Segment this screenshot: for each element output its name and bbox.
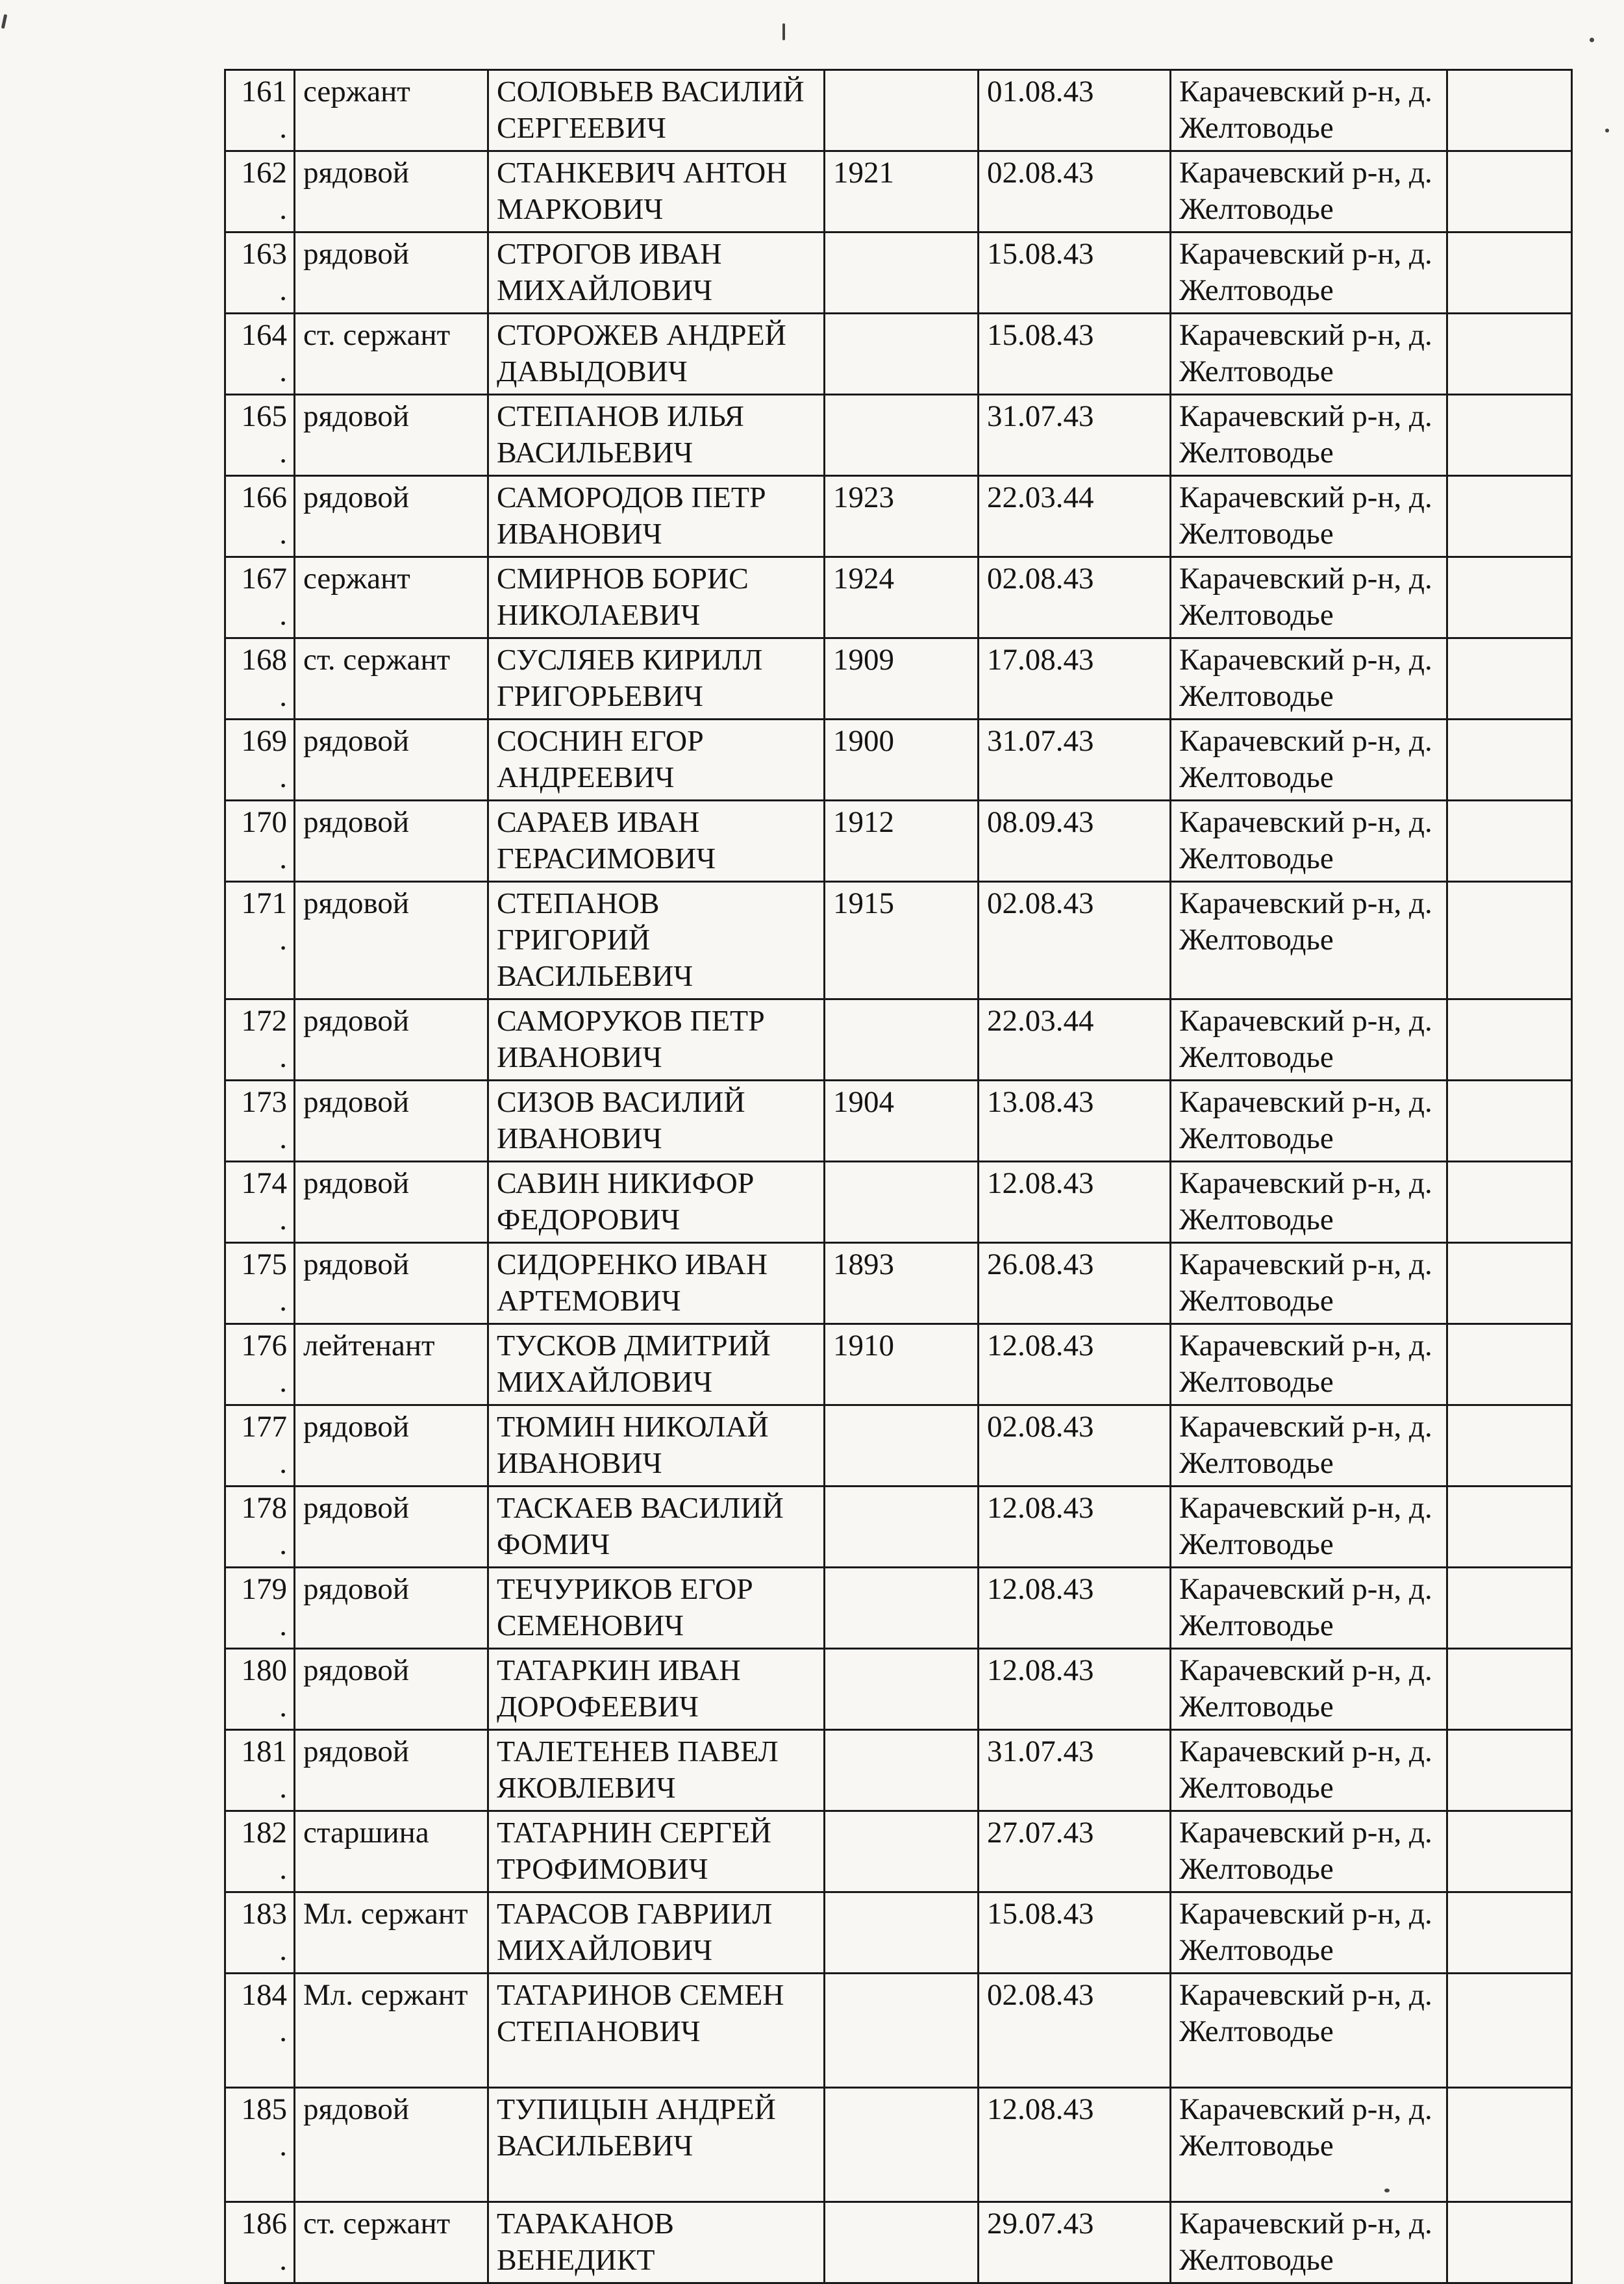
- note-cell: [1447, 720, 1572, 801]
- birth-year: [825, 999, 979, 1081]
- burial-place: Карачевский р-н, д. Желтоводье: [1171, 395, 1447, 476]
- full-name: СУСЛЯЕВ КИРИЛЛ ГРИГОРЬЕВИЧ: [488, 638, 825, 720]
- table-row: [225, 1974, 1572, 2088]
- burial-place: Карачевский р-н, д. Желтоводье: [1171, 1162, 1447, 1243]
- birth-year: 1912: [825, 801, 979, 882]
- table-row: [225, 395, 1572, 476]
- military-rank: лейтенант: [295, 1324, 488, 1405]
- note-cell: [1447, 1649, 1572, 1730]
- note-cell: [1447, 151, 1572, 232]
- full-name: САРАЕВ ИВАН ГЕРАСИМОВИЧ: [488, 801, 825, 882]
- death-date: 15.08.43: [979, 314, 1171, 395]
- burial-place: Карачевский р-н, д. Желтоводье: [1171, 1568, 1447, 1649]
- note-cell: [1447, 1405, 1572, 1487]
- table-row: [225, 1324, 1572, 1405]
- death-date: 15.08.43: [979, 1892, 1171, 1974]
- table-row: [225, 882, 1572, 999]
- military-rank: Мл. сержант: [295, 1974, 488, 2088]
- birth-year: [825, 1405, 979, 1487]
- note-cell: [1447, 1730, 1572, 1811]
- death-date: 12.08.43: [979, 2088, 1171, 2202]
- birth-year: [825, 70, 979, 151]
- death-date: 31.07.43: [979, 395, 1171, 476]
- note-cell: [1447, 476, 1572, 557]
- note-cell: [1447, 395, 1572, 476]
- burial-place: Карачевский р-н, д. Желтоводье: [1171, 1811, 1447, 1892]
- death-date: 26.08.43: [979, 1243, 1171, 1324]
- burial-place: Карачевский р-н, д. Желтоводье: [1171, 232, 1447, 314]
- military-rank: ст. сержант: [295, 2202, 488, 2283]
- full-name: ТУПИЦЫН АНДРЕЙ ВАСИЛЬЕВИЧ: [488, 2088, 825, 2202]
- note-cell: [1447, 1162, 1572, 1243]
- death-date: 22.03.44: [979, 476, 1171, 557]
- full-name: ТАТАРКИН ИВАН ДОРОФЕЕВИЧ: [488, 1649, 825, 1730]
- scan-speck: [1605, 129, 1609, 132]
- military-rank: рядовой: [295, 1162, 488, 1243]
- military-rank: рядовой: [295, 999, 488, 1081]
- military-rank: рядовой: [295, 1487, 488, 1568]
- burial-place: Карачевский р-н, д. Желтоводье: [1171, 1243, 1447, 1324]
- row-number: 179.: [225, 1568, 295, 1649]
- birth-year: 1909: [825, 638, 979, 720]
- table-row: [225, 801, 1572, 882]
- birth-year: [825, 1811, 979, 1892]
- full-name: ТЕЧУРИКОВ ЕГОР СЕМЕНОВИЧ: [488, 1568, 825, 1649]
- full-name: ТАРАКАНОВ ВЕНЕДИКТ: [488, 2202, 825, 2283]
- table-row: [225, 557, 1572, 638]
- full-name: САМОРОДОВ ПЕТР ИВАНОВИЧ: [488, 476, 825, 557]
- note-cell: [1447, 70, 1572, 151]
- row-number: 177.: [225, 1405, 295, 1487]
- military-rank: старшина: [295, 1811, 488, 1892]
- row-number: 173.: [225, 1081, 295, 1162]
- note-cell: [1447, 1243, 1572, 1324]
- burial-place: Карачевский р-н, д. Желтоводье: [1171, 801, 1447, 882]
- military-rank: рядовой: [295, 1405, 488, 1487]
- death-date: 12.08.43: [979, 1324, 1171, 1405]
- death-date: 31.07.43: [979, 720, 1171, 801]
- table-row: [225, 1811, 1572, 1892]
- table-row: [225, 1405, 1572, 1487]
- burial-place: Карачевский р-н, д. Желтоводье: [1171, 720, 1447, 801]
- burial-place: Карачевский р-н, д. Желтоводье: [1171, 314, 1447, 395]
- burial-place: Карачевский р-н, д. Желтоводье: [1171, 999, 1447, 1081]
- birth-year: [825, 2202, 979, 2283]
- full-name: ТАЛЕТЕНЕВ ПАВЕЛ ЯКОВЛЕВИЧ: [488, 1730, 825, 1811]
- scan-speck: [1590, 38, 1594, 42]
- burial-place: Карачевский р-н, д. Желтоводье: [1171, 1730, 1447, 1811]
- table-row: [225, 314, 1572, 395]
- note-cell: [1447, 801, 1572, 882]
- birth-year: [825, 395, 979, 476]
- burial-place: Карачевский р-н, д. Желтоводье: [1171, 476, 1447, 557]
- birth-year: [825, 232, 979, 314]
- death-date: 13.08.43: [979, 1081, 1171, 1162]
- full-name: САВИН НИКИФОР ФЕДОРОВИЧ: [488, 1162, 825, 1243]
- full-name: ТАСКАЕВ ВАСИЛИЙ ФОМИЧ: [488, 1487, 825, 1568]
- birth-year: 1904: [825, 1081, 979, 1162]
- military-rank: рядовой: [295, 720, 488, 801]
- death-date: 12.08.43: [979, 1568, 1171, 1649]
- row-number: 174.: [225, 1162, 295, 1243]
- death-date: 02.08.43: [979, 557, 1171, 638]
- full-name: СОЛОВЬЕВ ВАСИЛИЙ СЕРГЕЕВИЧ: [488, 70, 825, 151]
- military-rank: рядовой: [295, 1243, 488, 1324]
- birth-year: 1924: [825, 557, 979, 638]
- death-date: 08.09.43: [979, 801, 1171, 882]
- birth-year: [825, 1487, 979, 1568]
- table-row: [225, 1568, 1572, 1649]
- row-number: 172.: [225, 999, 295, 1081]
- row-number: 166.: [225, 476, 295, 557]
- death-date: 02.08.43: [979, 882, 1171, 999]
- note-cell: [1447, 1974, 1572, 2088]
- full-name: СТАНКЕВИЧ АНТОН МАРКОВИЧ: [488, 151, 825, 232]
- full-name: ТЮМИН НИКОЛАЙ ИВАНОВИЧ: [488, 1405, 825, 1487]
- military-rank: сержант: [295, 557, 488, 638]
- military-rank: рядовой: [295, 395, 488, 476]
- birth-year: 1900: [825, 720, 979, 801]
- birth-year: 1921: [825, 151, 979, 232]
- table-row: [225, 638, 1572, 720]
- table-row: [225, 999, 1572, 1081]
- burial-place: Карачевский р-н, д. Желтоводье: [1171, 557, 1447, 638]
- note-cell: [1447, 2202, 1572, 2283]
- table-row: [225, 2088, 1572, 2202]
- military-rank: Мл. сержант: [295, 1892, 488, 1974]
- row-number: 176.: [225, 1324, 295, 1405]
- burial-place: Карачевский р-н, д. Желтоводье: [1171, 151, 1447, 232]
- note-cell: [1447, 557, 1572, 638]
- military-rank: рядовой: [295, 1568, 488, 1649]
- full-name: СТЕПАНОВ ИЛЬЯ ВАСИЛЬЕВИЧ: [488, 395, 825, 476]
- full-name: САМОРУКОВ ПЕТР ИВАНОВИЧ: [488, 999, 825, 1081]
- full-name: ТАРАСОВ ГАВРИИЛ МИХАЙЛОВИЧ: [488, 1892, 825, 1974]
- scan-speck: [1, 14, 7, 29]
- scan-speck: [782, 23, 785, 40]
- full-name: ТУСКОВ ДМИТРИЙ МИХАЙЛОВИЧ: [488, 1324, 825, 1405]
- roster-table: [224, 69, 1573, 2284]
- row-number: 185.: [225, 2088, 295, 2202]
- birth-year: [825, 2088, 979, 2202]
- row-number: 181.: [225, 1730, 295, 1811]
- full-name: СТЕПАНОВ ГРИГОРИЙ ВАСИЛЬЕВИЧ: [488, 882, 825, 999]
- note-cell: [1447, 2088, 1572, 2202]
- row-number: 178.: [225, 1487, 295, 1568]
- table-row: [225, 1243, 1572, 1324]
- row-number: 186.: [225, 2202, 295, 2283]
- table-row: [225, 70, 1572, 151]
- row-number: 161.: [225, 70, 295, 151]
- full-name: СТОРОЖЕВ АНДРЕЙ ДАВЫДОВИЧ: [488, 314, 825, 395]
- burial-place: Карачевский р-н, д. Желтоводье: [1171, 1081, 1447, 1162]
- birth-year: [825, 1892, 979, 1974]
- table-row: [225, 1081, 1572, 1162]
- table-row: [225, 232, 1572, 314]
- birth-year: 1893: [825, 1243, 979, 1324]
- table-row: [225, 476, 1572, 557]
- military-rank: рядовой: [295, 801, 488, 882]
- row-number: 184.: [225, 1974, 295, 2088]
- death-date: 01.08.43: [979, 70, 1171, 151]
- burial-place: Карачевский р-н, д. Желтоводье: [1171, 2088, 1447, 2202]
- full-name: СИДОРЕНКО ИВАН АРТЕМОВИЧ: [488, 1243, 825, 1324]
- table-row: [225, 1892, 1572, 1974]
- full-name: СОСНИН ЕГОР АНДРЕЕВИЧ: [488, 720, 825, 801]
- birth-year: [825, 1974, 979, 2088]
- military-rank: рядовой: [295, 1081, 488, 1162]
- row-number: 180.: [225, 1649, 295, 1730]
- table-row: [225, 720, 1572, 801]
- birth-year: 1923: [825, 476, 979, 557]
- row-number: 169.: [225, 720, 295, 801]
- row-number: 168.: [225, 638, 295, 720]
- note-cell: [1447, 638, 1572, 720]
- birth-year: 1915: [825, 882, 979, 999]
- burial-place: Карачевский р-н, д. Желтоводье: [1171, 1892, 1447, 1974]
- military-rank: ст. сержант: [295, 638, 488, 720]
- row-number: 175.: [225, 1243, 295, 1324]
- birth-year: 1910: [825, 1324, 979, 1405]
- death-date: 02.08.43: [979, 1405, 1171, 1487]
- table-row: [225, 2202, 1572, 2283]
- burial-place: Карачевский р-н, д. Желтоводье: [1171, 1405, 1447, 1487]
- row-number: 182.: [225, 1811, 295, 1892]
- note-cell: [1447, 314, 1572, 395]
- birth-year: [825, 1730, 979, 1811]
- death-date: 12.08.43: [979, 1487, 1171, 1568]
- military-rank: сержант: [295, 70, 488, 151]
- row-number: 183.: [225, 1892, 295, 1974]
- death-date: 12.08.43: [979, 1649, 1171, 1730]
- birth-year: [825, 1649, 979, 1730]
- note-cell: [1447, 1892, 1572, 1974]
- death-date: 17.08.43: [979, 638, 1171, 720]
- military-rank: рядовой: [295, 1730, 488, 1811]
- roster-table-body: [225, 70, 1572, 2283]
- military-rank: ст. сержант: [295, 314, 488, 395]
- birth-year: [825, 1162, 979, 1243]
- note-cell: [1447, 999, 1572, 1081]
- death-date: 15.08.43: [979, 232, 1171, 314]
- birth-year: [825, 314, 979, 395]
- table-row: [225, 1162, 1572, 1243]
- row-number: 162.: [225, 151, 295, 232]
- burial-place: Карачевский р-н, д. Желтоводье: [1171, 638, 1447, 720]
- military-rank: рядовой: [295, 2088, 488, 2202]
- table-row: [225, 1649, 1572, 1730]
- table-row: [225, 1730, 1572, 1811]
- burial-place: Карачевский р-н, д. Желтоводье: [1171, 1974, 1447, 2088]
- table-row: [225, 151, 1572, 232]
- full-name: СМИРНОВ БОРИС НИКОЛАЕВИЧ: [488, 557, 825, 638]
- row-number: 167.: [225, 557, 295, 638]
- death-date: 02.08.43: [979, 1974, 1171, 2088]
- full-name: СИЗОВ ВАСИЛИЙ ИВАНОВИЧ: [488, 1081, 825, 1162]
- burial-place: Карачевский р-н, д. Желтоводье: [1171, 1324, 1447, 1405]
- death-date: 27.07.43: [979, 1811, 1171, 1892]
- death-date: 12.08.43: [979, 1162, 1171, 1243]
- burial-place: Карачевский р-н, д. Желтоводье: [1171, 882, 1447, 999]
- full-name: СТРОГОВ ИВАН МИХАЙЛОВИЧ: [488, 232, 825, 314]
- note-cell: [1447, 1324, 1572, 1405]
- death-date: 29.07.43: [979, 2202, 1171, 2283]
- row-number: 163.: [225, 232, 295, 314]
- full-name: ТАТАРНИН СЕРГЕЙ ТРОФИМОВИЧ: [488, 1811, 825, 1892]
- death-date: 22.03.44: [979, 999, 1171, 1081]
- note-cell: [1447, 1081, 1572, 1162]
- military-rank: рядовой: [295, 1649, 488, 1730]
- military-rank: рядовой: [295, 476, 488, 557]
- full-name: ТАТАРИНОВ СЕМЕН СТЕПАНОВИЧ: [488, 1974, 825, 2088]
- military-rank: рядовой: [295, 882, 488, 999]
- note-cell: [1447, 1487, 1572, 1568]
- burial-place: Карачевский р-н, д. Желтоводье: [1171, 70, 1447, 151]
- row-number: 170.: [225, 801, 295, 882]
- burial-place: Карачевский р-н, д. Желтоводье: [1171, 2202, 1447, 2283]
- death-date: 31.07.43: [979, 1730, 1171, 1811]
- row-number: 164.: [225, 314, 295, 395]
- military-rank: рядовой: [295, 151, 488, 232]
- note-cell: [1447, 882, 1572, 999]
- note-cell: [1447, 1568, 1572, 1649]
- birth-year: [825, 1568, 979, 1649]
- note-cell: [1447, 232, 1572, 314]
- military-rank: рядовой: [295, 232, 488, 314]
- death-date: 02.08.43: [979, 151, 1171, 232]
- burial-place: Карачевский р-н, д. Желтоводье: [1171, 1487, 1447, 1568]
- row-number: 165.: [225, 395, 295, 476]
- note-cell: [1447, 1811, 1572, 1892]
- table-row: [225, 1487, 1572, 1568]
- burial-place: Карачевский р-н, д. Желтоводье: [1171, 1649, 1447, 1730]
- row-number: 171.: [225, 882, 295, 999]
